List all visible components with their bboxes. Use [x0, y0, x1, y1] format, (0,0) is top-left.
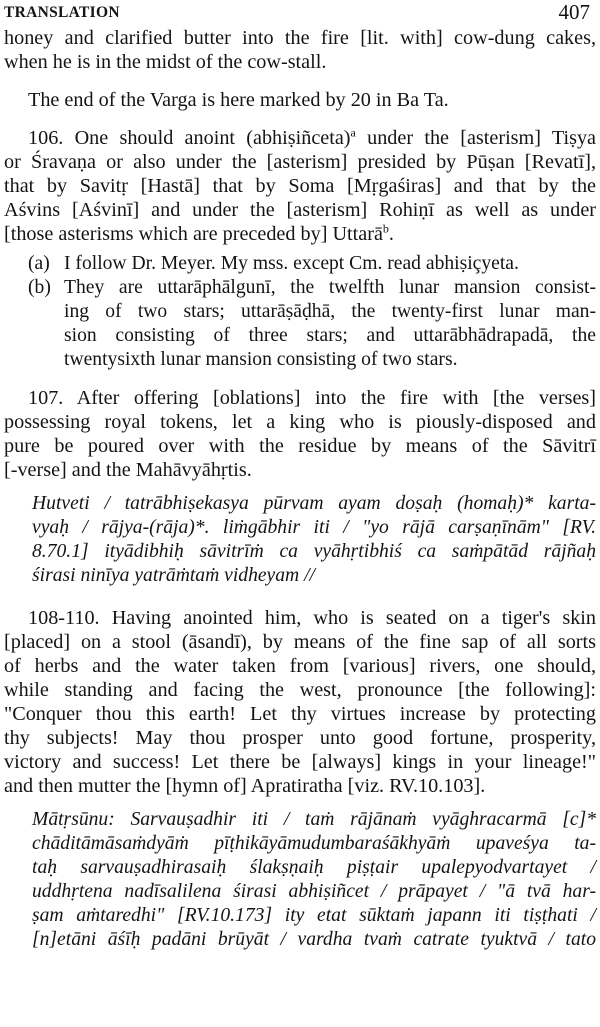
text-line: ṣam aṁtaredhi" [RV.10.173] ity etat sūktaṁ japann iti tiṣṭhati / — [32, 905, 596, 926]
paragraph-106 — [4, 126, 596, 246]
page-number: 407 — [558, 0, 590, 24]
text-line: that by Savitṛ [Hastā] that by Soma [Mṛgaśiras] and that by the — [4, 175, 596, 197]
text-line: taḥ sarvauṣadhirasaiḥ ślakṣṇaiḥ piṣṭair upalepyodvartayet / — [32, 857, 596, 878]
text-run: under the [asterism] Tiṣya — [355, 127, 596, 149]
footnotes-106 — [4, 252, 596, 372]
text-run: [those asterisms which are preceded by] Uttarā — [4, 223, 383, 245]
text-line: Aśvins [Aśvinī] and under the [asterism] Rohiṇī as well as under — [4, 199, 596, 221]
text-line — [4, 126, 596, 150]
text-line: uddhṛtena nadīsalilena śirasi abhiṣiñcet / prāpayet / "ā tvā har- — [32, 881, 596, 902]
text-line — [4, 222, 596, 246]
footnote-text: sion consisting of three stars; and uttarābhādrapadā, the — [64, 325, 596, 346]
text-line: of herbs and the water taken from [various] rivers, one should, — [4, 655, 596, 677]
text-line: and then mutter the [hymn of] Apratiratha [viz. RV.10.103]. — [4, 775, 486, 797]
text-run: 106. One should anoint (abhiṣiñceta) — [28, 127, 351, 149]
sanskrit-commentary-108 — [4, 808, 596, 952]
footnote-b — [4, 276, 596, 300]
text-line: vyaḥ / rājya-(rāja)*. liṁgābhir iti / "yo rājā carṣaṇīnām" [RV. — [32, 517, 596, 538]
paragraph-continuation — [4, 26, 596, 74]
running-title: TRANSLATION — [4, 4, 120, 21]
footnote-text: ing of two stars; uttarāṣāḍhā, the twenty-first lunar man- — [64, 301, 596, 322]
text-line: possessing royal tokens, let a king who is piously-disposed and — [4, 411, 596, 433]
text-line: [-verse] and the Mahāvyāhṛtis. — [4, 459, 252, 481]
page — [4, 0, 596, 952]
text-run: . — [388, 223, 394, 245]
footnote-label: (a) — [28, 253, 50, 274]
footnote-label: (b) — [28, 277, 51, 298]
sanskrit-commentary-107 — [4, 492, 596, 588]
text-line: Hutveti / tatrābhiṣekasya pūrvam ayam doṣaḥ (homaḥ)* karta- — [32, 493, 596, 514]
text-line: śirasi ninīya yatrāṁtaṁ vidheyam // — [32, 565, 315, 586]
footnote-ref: a — [350, 125, 356, 140]
footnote-text: I follow Dr. Meyer. My mss. except Cm. read abhiṣiçyeta. — [64, 253, 519, 274]
footnote-a — [4, 252, 596, 276]
text-line: "Conquer thou this earth! Let thy virtues increase by protecting — [4, 703, 596, 725]
text-line: pure be poured over with the residue by means of the Sāvitrī — [4, 435, 596, 457]
paragraph-varga-note — [4, 88, 596, 112]
text-line: chāditāmāsaṁdyāṁ pīṭhikāyāmudumbaraśākhyāṁ upaveśya ta- — [32, 833, 596, 854]
text-line: The end of the Varga is here marked by 20 in Ba Ta. — [28, 89, 449, 111]
text-line: [placed] on a stool (āsandī), by means of the fine sap of all sorts — [4, 631, 596, 653]
text-line: while standing and facing the west, pronounce [the following]: — [4, 679, 596, 701]
text-line: honey and clarified butter into the fire [lit. with] cow-dung cakes, — [4, 27, 596, 49]
footnote-text: twentysixth lunar mansion consisting of two stars. — [64, 349, 458, 370]
text-line: [n]etāni āśīḥ padāni brūyāt / vardha tvaṁ catrate tyuktvā / tato — [32, 929, 596, 950]
text-line: thy subjects! May thou prosper unto good fortune, prosperity, — [4, 727, 596, 749]
paragraph-108-110 — [4, 606, 596, 798]
paragraph-107 — [4, 386, 596, 482]
text-line: victory and success! Let there be [always] kings in your lineage!" — [4, 751, 596, 773]
text-line: or Śravaṇa or also under the [asterism] presided by Pūṣan [Revatī], — [4, 151, 596, 173]
text-line: when he is in the midst of the cow-stall. — [4, 51, 327, 73]
footnote-text: They are uttarāphālgunī, the twelfth lunar mansion consist- — [64, 277, 596, 298]
text-line: 108-110. Having anointed him, who is seated on a tiger's skin — [28, 607, 596, 629]
text-line: 8.70.1] ityādibhiḥ sāvitrīṁ ca vyāhṛtibhiś ca saṁpātād rājñaḥ — [32, 541, 596, 562]
page-header — [4, 0, 596, 26]
text-line: Mātṛsūnu: Sarvauṣadhir iti / taṁ rājānaṁ vyāghracarmā [c]* — [32, 809, 596, 830]
text-line: 107. After offering [oblations] into the fire with [the verses] — [28, 387, 596, 409]
footnote-ref: b — [382, 221, 389, 236]
